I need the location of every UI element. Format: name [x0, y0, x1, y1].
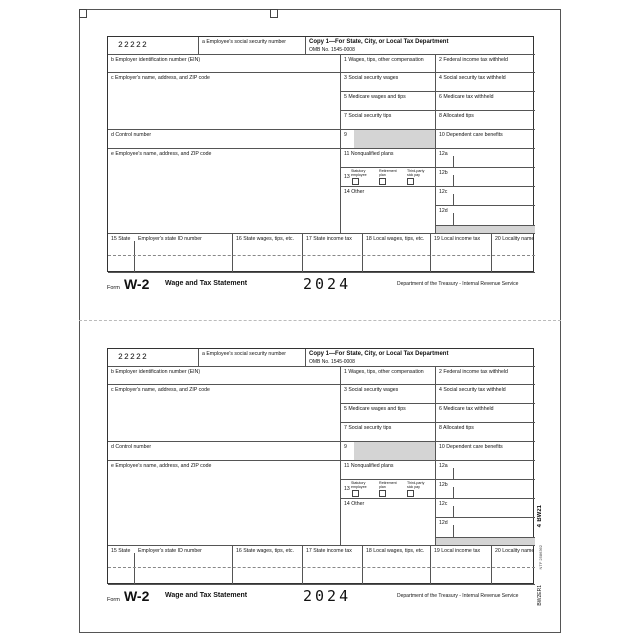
box-20-label: 20 Locality name — [495, 236, 535, 242]
box-15[interactable] — [108, 546, 233, 585]
box-12d[interactable] — [436, 518, 535, 538]
box-ssn-code[interactable] — [108, 37, 199, 55]
side-product-code: BW21 — [537, 505, 543, 522]
sickpay-label: Third-party sick pay — [407, 169, 425, 177]
box-19[interactable] — [431, 234, 492, 273]
box-12d[interactable] — [436, 206, 535, 226]
box-d-label: d Control number — [111, 132, 152, 138]
box-12c[interactable] — [436, 499, 535, 518]
box-2[interactable] — [436, 367, 535, 385]
side-number: 4 — [537, 524, 543, 528]
box-16-label: 16 State wages, tips, etc. — [236, 548, 294, 554]
box-9-label: 9 — [344, 444, 347, 450]
box-11[interactable] — [341, 461, 436, 480]
box-5-label: 5 Medicare wages and tips — [344, 406, 406, 412]
box-4-label: 4 Social security tax withheld — [439, 75, 506, 81]
box-9 — [341, 442, 436, 461]
box-12a-label: 12a — [439, 463, 448, 469]
box-20[interactable] — [492, 234, 535, 273]
box-9-shade — [354, 130, 435, 148]
corner-mark-left — [79, 9, 87, 18]
copy-header — [306, 349, 535, 367]
box-1[interactable] — [341, 367, 436, 385]
tax-year: 2024 — [303, 587, 352, 605]
box-17-label: 17 State income tax — [306, 548, 352, 554]
form-title: Wage and Tax Statement — [165, 592, 248, 599]
box-b[interactable] — [108, 55, 341, 73]
box-e-label: e Employee's name, address, and ZIP code — [111, 151, 212, 157]
box-b-label: b Employer identification number (EIN) — [111, 369, 201, 375]
omb-number: OMB No. 1545-0008 — [309, 47, 355, 53]
box-8[interactable] — [436, 111, 535, 130]
box-d-label: d Control number — [111, 444, 152, 450]
irs-department: Department of the Treasury - Internal Revenue Service — [397, 593, 519, 599]
state-row-dashed-line — [108, 567, 535, 568]
box-15-divider — [134, 241, 135, 272]
box-c[interactable] — [108, 385, 341, 442]
box-4[interactable] — [436, 73, 535, 92]
box-8-label: 8 Allocated tips — [439, 425, 474, 431]
box-15-state-label: 15 State — [111, 236, 131, 242]
box-10[interactable] — [436, 442, 535, 461]
box-12c-divider — [453, 506, 454, 517]
box-6[interactable] — [436, 404, 535, 423]
box-18[interactable] — [363, 234, 431, 273]
box-9-shade — [354, 442, 435, 460]
box-7[interactable] — [341, 111, 436, 130]
box-9-label: 9 — [344, 132, 347, 138]
box-17[interactable] — [303, 234, 363, 273]
box-15-divider — [134, 553, 135, 584]
box-6-label: 6 Medicare tax withheld — [439, 406, 494, 412]
box-9 — [341, 130, 436, 149]
box-a[interactable] — [199, 349, 306, 367]
sickpay-label: Third-party sick pay — [407, 481, 425, 489]
box-7[interactable] — [341, 423, 436, 442]
box-12c-label: 12c — [439, 501, 448, 507]
corner-mark-right — [270, 9, 278, 18]
box-18-label: 18 Local wages, tips, etc. — [366, 236, 425, 242]
box-c-label: c Employer's name, address, and ZIP code — [111, 75, 210, 81]
retirement-checkbox[interactable] — [379, 178, 386, 185]
box-10-label: 10 Dependent care benefits — [439, 132, 503, 138]
box-11-label: 11 Nonqualified plans — [344, 151, 394, 157]
retirement-checkbox[interactable] — [379, 490, 386, 497]
sickpay-checkbox[interactable] — [407, 178, 414, 185]
sickpay-checkbox[interactable] — [407, 490, 414, 497]
box-e-label: e Employee's name, address, and ZIP code — [111, 463, 212, 469]
box-8-label: 8 Allocated tips — [439, 113, 474, 119]
box-12b[interactable] — [436, 168, 535, 187]
tax-year: 2024 — [303, 275, 352, 293]
box-b-label: b Employer identification number (EIN) — [111, 57, 201, 63]
box-12a-label: 12a — [439, 151, 448, 157]
box-10[interactable] — [436, 130, 535, 149]
box-6[interactable] — [436, 92, 535, 111]
box-8[interactable] — [436, 423, 535, 442]
box-1[interactable] — [341, 55, 436, 73]
box-20[interactable] — [492, 546, 535, 585]
ssn-code: 22222 — [118, 353, 149, 362]
box-11[interactable] — [341, 149, 436, 168]
box-13-label: 13 — [344, 486, 350, 492]
perforation-line — [79, 320, 561, 321]
irs-department: Department of the Treasury - Internal Revenue Service — [397, 281, 519, 287]
box-2[interactable] — [436, 55, 535, 73]
box-7-label: 7 Social security tips — [344, 425, 392, 431]
form-name: W-2 — [124, 276, 150, 292]
box-12b-label: 12b — [439, 170, 448, 176]
form-title: Wage and Tax Statement — [165, 280, 248, 287]
box-12b-label: 12b — [439, 482, 448, 488]
box-12d-label: 12d — [439, 520, 448, 526]
box-14-label: 14 Other — [344, 189, 365, 195]
box-4-label: 4 Social security tax withheld — [439, 387, 506, 393]
copy-header — [306, 37, 535, 55]
box-12a-divider — [453, 468, 454, 479]
box-16[interactable] — [233, 546, 303, 585]
box-c-label: c Employer's name, address, and ZIP code — [111, 387, 210, 393]
state-row-dashed-line — [108, 255, 535, 256]
statutory-label: Statutory employee — [351, 481, 367, 489]
box-2-label: 2 Federal income tax withheld — [439, 57, 508, 63]
box-19-label: 19 Local income tax — [434, 236, 481, 242]
box-a[interactable] — [199, 37, 306, 55]
box-15-id-label: Employer's state ID number — [138, 236, 202, 242]
retirement-label: Retirement plan — [379, 481, 397, 489]
box-14[interactable] — [341, 499, 436, 546]
box-5[interactable] — [341, 92, 436, 111]
box-6-label: 6 Medicare tax withheld — [439, 94, 494, 100]
box-2-label: 2 Federal income tax withheld — [439, 369, 508, 375]
box-12a-divider — [453, 156, 454, 167]
box-10-label: 10 Dependent care benefits — [439, 444, 503, 450]
w2-grid — [107, 348, 534, 584]
box-12b-divider — [453, 175, 454, 186]
box-12b-divider — [453, 487, 454, 498]
box-d[interactable] — [108, 442, 341, 461]
box-18-label: 18 Local wages, tips, etc. — [366, 548, 425, 554]
box-15[interactable] — [108, 234, 233, 273]
box-d[interactable] — [108, 130, 341, 149]
box-12c-label: 12c — [439, 189, 448, 195]
box-20-label: 20 Locality name — [495, 548, 535, 554]
box-16[interactable] — [233, 234, 303, 273]
box-12c[interactable] — [436, 187, 535, 206]
box-17[interactable] — [303, 546, 363, 585]
copy-title: Copy 1—For State, City, or Local Tax Department — [309, 351, 449, 357]
box-ssn-code[interactable] — [108, 349, 199, 367]
omb-number: OMB No. 1545-0008 — [309, 359, 355, 365]
box-3[interactable] — [341, 73, 436, 92]
box-13 — [341, 480, 436, 499]
box-5-label: 5 Medicare wages and tips — [344, 94, 406, 100]
box-b[interactable] — [108, 367, 341, 385]
retirement-label: Retirement plan — [379, 169, 397, 177]
box-e[interactable] — [108, 149, 341, 234]
box-13-label: 13 — [344, 174, 350, 180]
box-17-label: 17 State income tax — [306, 236, 352, 242]
box-14-label: 14 Other — [344, 501, 365, 507]
box-13 — [341, 168, 436, 187]
box-1-label: 1 Wages, tips, other compensation — [344, 369, 424, 375]
box-4[interactable] — [436, 385, 535, 404]
box-12a[interactable] — [436, 461, 535, 480]
box-11-label: 11 Nonqualified plans — [344, 463, 394, 469]
box-a-label: a Employee's social security number — [202, 39, 287, 45]
statutory-label: Statutory employee — [351, 169, 367, 177]
box-7-label: 7 Social security tips — [344, 113, 392, 119]
box-12d-divider — [453, 525, 454, 537]
statutory-checkbox[interactable] — [352, 178, 359, 185]
statutory-checkbox[interactable] — [352, 490, 359, 497]
box-12b[interactable] — [436, 480, 535, 499]
box-15-state-label: 15 State — [111, 548, 131, 554]
box-5[interactable] — [341, 404, 436, 423]
box-15-id-label: Employer's state ID number — [138, 548, 202, 554]
box-1-label: 1 Wages, tips, other compensation — [344, 57, 424, 63]
box-19-label: 19 Local income tax — [434, 548, 481, 554]
box-12-shaded-strip — [436, 538, 535, 546]
box-3[interactable] — [341, 385, 436, 404]
box-18[interactable] — [363, 546, 431, 585]
box-3-label: 3 Social security wages — [344, 75, 399, 81]
box-16-label: 16 State wages, tips, etc. — [236, 236, 294, 242]
box-12d-divider — [453, 213, 454, 225]
box-c[interactable] — [108, 73, 341, 130]
box-a-label: a Employee's social security number — [202, 351, 287, 357]
form-word: Form — [107, 285, 120, 291]
form-word: Form — [107, 597, 120, 603]
box-12-shaded-strip — [436, 226, 535, 234]
box-12c-divider — [453, 194, 454, 205]
box-14[interactable] — [341, 187, 436, 234]
box-3-label: 3 Social security wages — [344, 387, 399, 393]
ssn-code: 22222 — [118, 41, 149, 50]
box-12a[interactable] — [436, 149, 535, 168]
side-ntf: NTF 2586362 — [538, 545, 543, 570]
w2-grid — [107, 36, 534, 272]
form-name: W-2 — [124, 588, 150, 604]
box-12d-label: 12d — [439, 208, 448, 214]
box-e[interactable] — [108, 461, 341, 546]
box-19[interactable] — [431, 546, 492, 585]
copy-title: Copy 1—For State, City, or Local Tax Department — [309, 39, 449, 45]
side-sku: BW2ER1 — [537, 585, 543, 606]
